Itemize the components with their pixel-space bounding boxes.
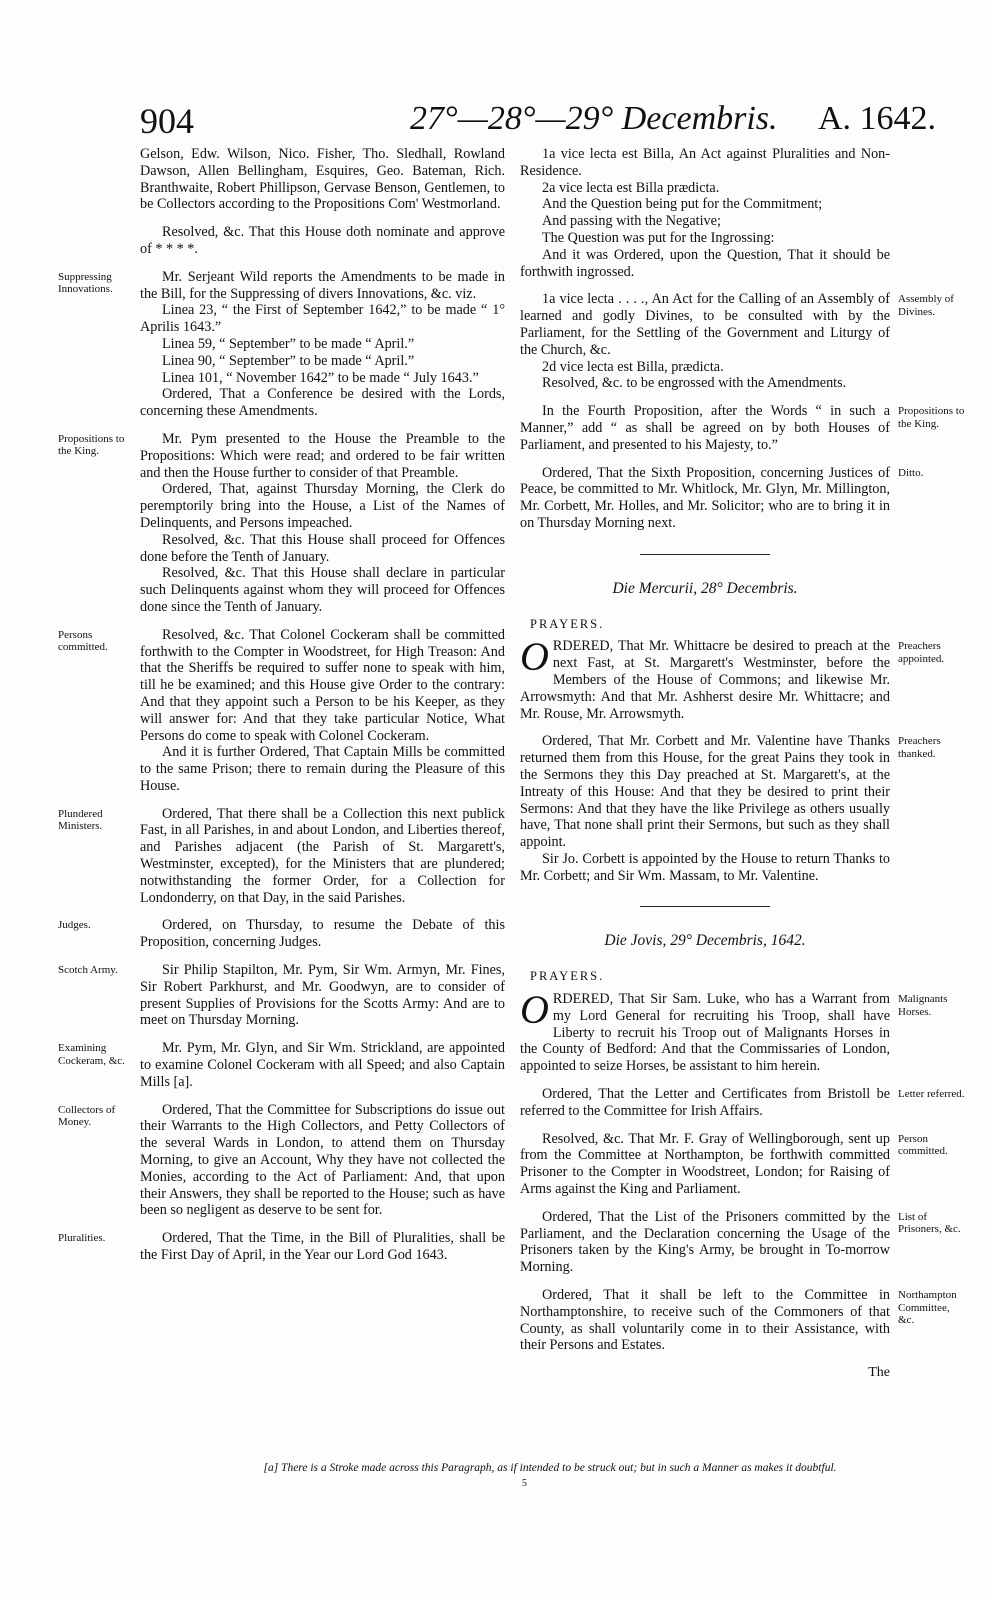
paragraph-text: Ordered, That the Letter and Certificates from Bristoll be referred to the Committee for Irish Affairs. xyxy=(520,1086,890,1119)
entry-block xyxy=(58,1101,505,1220)
prayers-heading: PRAYERS. xyxy=(530,969,605,984)
paragraph xyxy=(520,247,890,281)
paragraph-text: Ordered, That Mr. Corbett and Mr. Valentine have Thanks returned them from this House, for the great Pains they took in the Sermons they this Day preached at St. Margarett's, at the Intreaty of this House: And that they be desired to print their Sermons: And that they have the like Privilege as others usually have, That none shall print their Sermons, but such as they shall appoint. xyxy=(520,733,890,851)
paragraph xyxy=(520,196,890,213)
paragraph-text: Ordered, That it shall be left to the Committee in Northamptonshire, to receive such of the Commoners of that County, as shall voluntarily come in to their Assistance, with their Persons and Estates. xyxy=(520,1287,890,1354)
paragraph-text: Linea 23, “ the First of September 1642,” to be made “ 1° Aprilis 1643.” xyxy=(140,302,505,336)
entry-block xyxy=(520,291,954,392)
margin-note: Judges. xyxy=(58,919,91,932)
right-column xyxy=(520,146,965,1382)
paragraph-text: RDERED, That Mr. Whittacre be desired to preach at the next Fast, at St. Margarett's Westminster, before the Members of the House of Commons; and likewise Mr. Arrowsmyth: And that Mr. Ashherst desire Mr. Whittacre; and Mr. Rouse, Mr. Arrowsmyth. xyxy=(520,638,890,722)
entry-block xyxy=(520,1130,948,1198)
paragraph xyxy=(520,1131,890,1198)
margin-note: Pluralities. xyxy=(58,1232,106,1245)
entry-block xyxy=(520,1086,965,1120)
margin-note: Assembly of Divines. xyxy=(898,293,954,318)
paragraph xyxy=(520,1086,890,1120)
entry-block xyxy=(520,146,890,280)
paragraph xyxy=(140,744,505,794)
paragraph xyxy=(140,1040,505,1090)
entry-block xyxy=(58,1230,505,1264)
paragraph xyxy=(140,224,505,258)
paragraph xyxy=(140,336,505,353)
paragraph-text: Mr. Pym, Mr. Glyn, and Sir Wm. Strickland, are appointed to examine Colonel Cockeram with all Speed; and also Captain Mills [a]. xyxy=(140,1040,505,1090)
paragraph xyxy=(520,291,890,358)
day-title-thursday: Die Jovis, 29° Decembris, 1642. xyxy=(604,932,806,950)
day2-entries xyxy=(520,987,965,1354)
paragraph xyxy=(140,565,505,615)
paragraph xyxy=(140,370,505,387)
margin-note: Persons committed. xyxy=(58,628,108,654)
day-title-wednesday: Die Mercurii, 28° Decembris. xyxy=(612,579,798,597)
paragraph-text: Ordered, That the Sixth Proposition, concerning Justices of Peace, be committed to Mr. Whitlock, Mr. Glyn, Mr. Millington, Mr. Corbett, Mr. Holles, and Mr. Solicitor; who are to bring it in on Thursday Morning next. xyxy=(520,464,890,531)
paragraph-text: Gelson, Edw. Wilson, Nico. Fisher, Tho. Sledhall, Rowland Dawson, Allen Bellingham, Esquires, Geo. Bateman, Rich. Branthwaite, Robert Phillipson, Gervase Benson, Gentlemen, to be Collectors according to the Propositions Com' Westmorland. xyxy=(140,146,505,213)
paragraph xyxy=(140,431,505,481)
entry-block xyxy=(140,146,505,213)
entry-block xyxy=(520,1287,957,1354)
entry-block xyxy=(520,464,924,532)
entry-block xyxy=(58,962,505,1029)
day1-entries xyxy=(520,634,945,884)
paragraph-text: 1a vice lecta . . . ., An Act for the Calling of an Assembly of learned and godly Divines, to be consulted with by the Parliament, for the Settling of the Government and Liturgy of the Church, &c. xyxy=(520,291,890,358)
paragraph-text: Ordered, on Thursday, to resume the Debate of this Proposition, concerning Judges. xyxy=(140,917,505,951)
margin-note: Preachers appointed. xyxy=(898,640,945,665)
entry-block xyxy=(58,1040,505,1090)
paragraph xyxy=(520,1287,890,1354)
entry-block xyxy=(520,1208,961,1276)
paragraph xyxy=(520,1209,890,1276)
margin-note: Northampton Committee, &c. xyxy=(898,1289,957,1327)
paragraph xyxy=(140,806,505,907)
paragraph xyxy=(520,851,890,885)
paragraph-text: Resolved, &c. to be engrossed with the Amendments. xyxy=(542,375,847,392)
paragraph-text: And the Question being put for the Commitment; xyxy=(542,196,823,213)
paragraph xyxy=(520,375,890,392)
entry-block xyxy=(58,430,505,616)
paragraph xyxy=(140,1102,505,1220)
entry-block xyxy=(520,634,945,722)
prayers-heading: PRAYERS. xyxy=(530,616,605,631)
margin-note: Preachers thanked. xyxy=(898,735,941,760)
drop-cap: O xyxy=(520,634,549,680)
paragraph xyxy=(140,532,505,566)
drop-cap: O xyxy=(520,987,549,1033)
paragraph-text: Ordered, That there shall be a Collection this next publick Fast, in all Parishes, in and about London, and Liberties thereof, and Parishes adjacent (the Parish of St. Margarett's, Westminster, excepted), for the Ministers that are plundered; notwithstanding the former Order, for a Collection for Londonderry, on that Day, in the said Parishes. xyxy=(140,805,505,906)
page-number: 904 xyxy=(140,101,194,141)
paragraph-text: Ordered, That a Conference be desired with the Lords, concerning these Amendments. xyxy=(140,386,505,420)
paragraph-text: And it was Ordered, upon the Question, That it should be forthwith ingrossed. xyxy=(520,246,890,280)
paragraph-text: And passing with the Negative; xyxy=(542,213,721,230)
margin-note: Propositions to the King. xyxy=(58,432,125,458)
paragraph xyxy=(140,302,505,336)
margin-note: Suppressing Innovations. xyxy=(58,270,113,296)
section-divider xyxy=(640,906,770,907)
paragraph xyxy=(520,146,890,180)
margin-note: Propositions to the King. xyxy=(898,405,965,430)
paragraph-text: 1a vice lecta est Billa, An Act against Pluralities and Non-Residence. xyxy=(520,146,890,179)
entry-block xyxy=(520,733,941,884)
paragraph xyxy=(140,962,505,1029)
footnote: [a] There is a Stroke made across this Paragraph, as if intended to be struck out; but in such a Manner as makes it doubtful. xyxy=(263,1462,837,1474)
paragraph xyxy=(140,146,505,213)
entry-block xyxy=(58,917,505,951)
paragraph xyxy=(520,634,890,722)
paragraph xyxy=(520,987,890,1075)
entry-block xyxy=(520,403,965,453)
entry-block xyxy=(58,626,505,795)
paragraph xyxy=(140,353,505,370)
right-column-top xyxy=(520,146,965,532)
entry-block xyxy=(58,268,505,420)
entry-block xyxy=(58,805,505,907)
margin-note: Malignants Horses. xyxy=(898,993,948,1018)
entry-block xyxy=(520,987,948,1075)
paragraph-text: Sir Jo. Corbett is appointed by the House to return Thanks to Mr. Corbett; and Sir Wm. Massam, to Mr. Valentine. xyxy=(520,850,890,884)
paragraph xyxy=(520,213,890,230)
paragraph xyxy=(520,733,890,851)
paragraph-text: 2d vice lecta est Billa, prædicta. xyxy=(542,358,724,375)
margin-note: Letter referred. xyxy=(898,1088,965,1101)
paragraph xyxy=(520,403,890,453)
paragraph-text: Linea 59, “ September” to be made “ April.” xyxy=(162,335,415,352)
paragraph xyxy=(140,917,505,951)
paragraph xyxy=(140,1230,505,1264)
paragraph-text: Linea 101, “ November 1642” to be made “ July 1643.” xyxy=(162,369,479,386)
paragraph-text: Sir Philip Stapilton, Mr. Pym, Sir Wm. Armyn, Mr. Fines, Sir Robert Parkhurst, and Mr. Goodwyn, are to consider of present Supplies of Provisions for the Scotts Army: And are to meet on Thursday Morning. xyxy=(140,962,505,1029)
header-year: A. 1642. xyxy=(817,100,936,137)
margin-note: Collectors of Money. xyxy=(58,1103,116,1129)
page-header xyxy=(140,100,950,150)
paragraph xyxy=(140,269,505,303)
paragraph-text: The Question was put for the Ingrossing: xyxy=(542,229,775,246)
paragraph-text: And it is further Ordered, That Captain Mills be committed to the same Prison; there to remain during the Pleasure of this House. xyxy=(140,744,505,794)
entry-block xyxy=(140,224,505,258)
paragraph xyxy=(140,386,505,420)
paragraph-text: Resolved, &c. That Mr. F. Gray of Wellingborough, sent up from the Committee at Northampton, be forthwith committed Prisoner to the Compter in Woodstreet, London; for Raising of Arms against the King and Parliament. xyxy=(520,1130,890,1198)
paragraph xyxy=(520,180,890,197)
catchword: The xyxy=(868,1365,890,1381)
paragraph-text: Resolved, &c. That this House doth nominate and approve of * * * *. xyxy=(140,224,505,257)
paragraph-text: RDERED, That Sir Sam. Luke, who has a Warrant from my Lord General for recruiting his Troop, shall have Liberty to recruit his Troop out of Malignants Horses in the County of Bedford: And that the Commissaries of London, appointed to seize Horses, be assistant to him herein. xyxy=(520,991,890,1075)
paragraph-text: Ordered, That the Committee for Subscriptions do issue out their Warrants to the High Collectors, and Petty Collectors of the several Wards in London, to attend them on Thursday Morning, to give an Account, Why they have not collected the Monies, according to the Act of Parliament: And, that upon their Answers, they shall be reported to the House; such as have been so negligent as deserve to be sent for. xyxy=(140,1101,505,1219)
section-divider xyxy=(640,554,770,555)
paragraph-text: Ordered, That the Time, in the Bill of Pluralities, shall be the First Day of April, in the Year our Lord God 1643. xyxy=(140,1230,505,1264)
margin-note: Ditto. xyxy=(898,466,924,479)
paragraph xyxy=(520,230,890,247)
paragraph-text: Resolved, &c. That this House shall declare in particular such Delinquents against whom they will proceed for Offences done since the Tenth of January. xyxy=(140,565,505,615)
left-column xyxy=(58,146,505,1275)
paragraph xyxy=(140,481,505,531)
paragraph xyxy=(520,465,890,532)
paragraph-text: Mr. Pym presented to the House the Preamble to the Propositions: Which were read; and ordered to be fair written and then the House further to consider of that Preamble. xyxy=(140,430,505,481)
paragraph xyxy=(520,359,890,376)
paragraph-text: Mr. Serjeant Wild reports the Amendments to be made in the Bill, for the Suppressing of divers Innovations, &c. viz. xyxy=(140,268,505,302)
margin-note: Person committed. xyxy=(898,1132,948,1158)
paragraph-text: Linea 90, “ September” to be made “ April.” xyxy=(162,352,415,369)
margin-note: Examining Cockeram, &c. xyxy=(58,1042,125,1067)
margin-note: Scotch Army. xyxy=(58,964,118,977)
paragraph-text: Ordered, That the List of the Prisoners committed by the Parliament, and the Declaration concerning the Usage of the Prisoners taken by the King's Army, be brought in To-morrow Morning. xyxy=(520,1208,890,1276)
margin-note: Plundered Ministers. xyxy=(58,807,103,833)
paragraph xyxy=(140,627,505,745)
paragraph-text: Ordered, That, against Thursday Morning, the Clerk do peremptorily bring into the House, a List of the Names of Delinquents, and Persons impeached. xyxy=(140,481,505,531)
paragraph-text: 2a vice lecta est Billa prædicta. xyxy=(542,179,720,196)
footer-mark: 5 xyxy=(522,1478,527,1489)
header-dates: 27°—28°—29° Decembris. xyxy=(410,100,778,137)
margin-note: List of Prisoners, &c. xyxy=(898,1210,961,1236)
paragraph-text: Resolved, &c. That Colonel Cockeram shall be committed forthwith to the Compter in Woodstreet, for High Treason: And that the Sheriffs be required to suffer none to speak with him, till he be examined; and this House give Order to the contrary: And that they appoint such a Person to be his Keeper, as they will answer for: And that they take particular Notice, What Persons do come to speak with Colonel Cockeram. xyxy=(140,626,505,744)
paragraph-text: Resolved, &c. That this House shall proceed for Offences done before the Tenth of January. xyxy=(140,531,505,565)
paragraph-text: In the Fourth Proposition, after the Words “ in such a Manner,” add “ as shall be agreed on by both Houses of Parliament, and presented to his Majesty, to.” xyxy=(520,403,890,453)
